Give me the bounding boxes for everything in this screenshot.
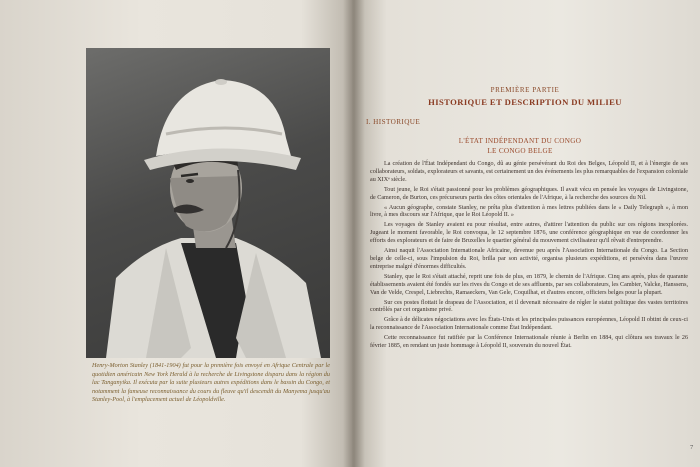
paragraph: Grâce à de délicates négociations avec les États-Unis et les principales puissances européennes, Léopold II obtint de ceux-ci la reconnaissance de l'Association Internationale comme État Indépendant. (370, 317, 688, 332)
section-title: HISTORIQUE ET DESCRIPTION DU MILIEU (428, 97, 622, 107)
paragraph: Tout jeune, le Roi s'était passionné pour les problèmes géographiques. Il avait vécu en pensée les voyages de Livingstone, de Cameron, de Burton, ces précurseurs partis des côtes orientales de l'Afrique, à la recherche des sources du Nil. (370, 186, 688, 201)
book-gutter (343, 0, 365, 467)
chapter-heading (420, 137, 620, 156)
photo-caption: Henry-Morton Stanley (1841-1904) fut pour la première fois envoyé en Afrique Centrale par le quotidien américain New York Herald à la recherche de Livingstone disparu dans la région du lac Tanganyika. Il exécuta par la suite plusieurs autres expéditions dans le bassin du Congo, et notamment la fameuse reconnaissance du cours du fleuve qu'il descendit du Manyema jusqu'au Stanley-Pool, à l'emplacement actuel de Léopoldville. (92, 362, 330, 404)
paragraph: Cette reconnaissance fut ratifiée par la Conférence Internationale réunie à Berlin en 1884, qui clôtura ses travaux le 26 février 1885, en rendant un juste hommage à Léopold II, souverain du nouvel État. (370, 335, 688, 350)
paragraph: La création de l'État Indépendant du Congo, dû au génie persévérant du Roi des Belges, Léopold II, et à l'énergie de ses collaborateurs, soldats, explorateurs et savants, est certainement un des événements les plus remarquables de l'expansion coloniale au XIXᵉ siècle. (370, 161, 688, 183)
paragraph: Stanley, que le Roi s'était attaché, reprit une fois de plus, en 1879, le chemin de l'Afrique. Cinq ans après, plus de quarante établissements avaient été fondés sur les rives du Congo et de ses affluents, par ses collaborateurs, les Cambier, Valcke, Hanssens, Van de Velde, Crespel, Liebrechts, Ramaeckers, Van Gele, Coquilhat, et d'autres encore, officiers belges pour la plupart. (370, 273, 688, 296)
portrait-photograph (86, 48, 330, 358)
chapter-heading-line-1: L'ÉTAT INDÉPENDANT DU CONGO (458, 137, 582, 145)
chapter-label: I. HISTORIQUE (366, 118, 421, 126)
body-text (370, 161, 688, 353)
part-label: PREMIÈRE PARTIE (490, 86, 560, 94)
paragraph: Les voyages de Stanley avaient eu pour résultat, entre autres, d'attirer l'attention du public sur ces régions inexplorées. Jugeant le moment favorable, le Roi convoqua, le 12 septembre 1876, une conférence géographique en vue de coordonner les efforts des explorateurs et de faire de Bruxelles le quartier général du mouvement civilisateur qu'il rêvait d'entreprendre. (370, 222, 688, 245)
paragraph: « Aucun géographe, constate Stanley, ne prêta plus d'attention à mes lettres publiées dans le « Daily Telegraph », à mon livre, à mes discours sur l'Afrique, que le Roi Léopold II. » (370, 204, 688, 219)
page-number: 7 (690, 444, 694, 451)
paragraph: Ainsi naquit l'Association Internationale Africaine, devenue peu après l'Association Internationale du Congo. La Section belge de celle-ci, sous l'impulsion du Roi, brilla par son activité, organisa plusieurs expéditions, et persévéra dans l'œuvre entreprise malgré d'énormes difficultés. (370, 248, 688, 270)
chapter-heading-line-2: LE CONGO BELGE (487, 146, 553, 155)
paragraph: Sur ces postes flottait le drapeau de l'Association, et il devenait nécessaire de régler le statut politique des vastes territoires contrôlés par cet organisme privé. (370, 299, 688, 314)
